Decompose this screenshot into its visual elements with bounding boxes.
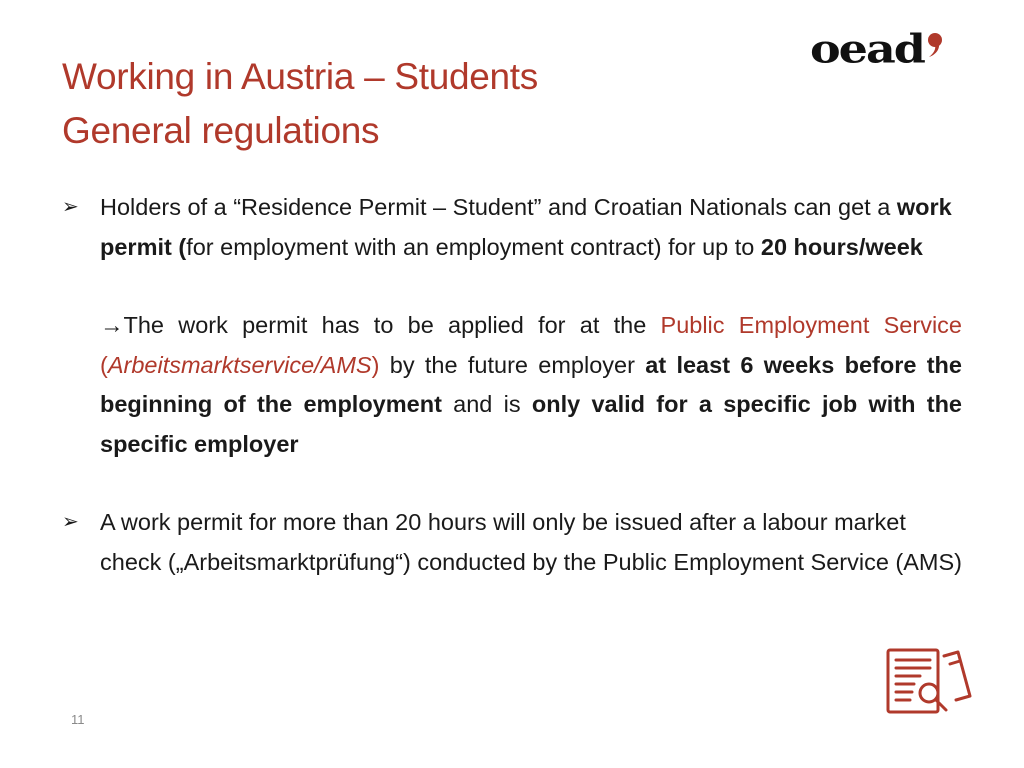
title-line-2: General regulations <box>62 110 380 151</box>
highlight-text: ) <box>371 351 380 378</box>
bullet-arrowhead-icon: ➢ <box>62 196 79 218</box>
note-text: by the future employer <box>379 351 646 378</box>
slide-content <box>62 188 962 582</box>
note-text: and is <box>441 391 532 417</box>
bullet-item <box>62 188 962 267</box>
bullet-text: Holders of a “Residence Permit – Student” and Croatian Nationals can get a <box>100 194 897 220</box>
bullet-bold-text: work permit ( <box>100 194 952 260</box>
page-title <box>62 50 538 158</box>
bullet-text: for employment with an employment contract) for up to <box>186 233 761 260</box>
oead-logo <box>810 25 976 78</box>
logo-apostrophe-icon <box>926 32 944 58</box>
note-bold-text: only valid for a specific job with the specific employer <box>100 391 962 457</box>
bullet-arrowhead-icon: ➢ <box>62 511 79 533</box>
bullet-item <box>62 503 962 582</box>
logo-text: oead <box>810 25 924 73</box>
page-number: 11 <box>71 712 85 727</box>
highlight-text: Public Employment Service ( <box>100 312 962 378</box>
right-arrow-icon: → <box>100 312 124 338</box>
sub-note <box>62 306 962 464</box>
title-line-1: Working in Austria – Students <box>62 56 538 97</box>
bullet-text: A work permit for more than 20 hours will only be issued after a labour market check („Arbeitsmarktprüfung“) conducted by the Public Employment Service (AMS) <box>100 509 962 575</box>
highlight-italic-text: Arbeitsmarktservice/AMS <box>107 351 372 378</box>
note-text: The work permit has to be applied for at the <box>123 312 661 338</box>
document-search-icon <box>886 648 974 716</box>
note-bold-text: at least 6 weeks before the beginning of the employment <box>100 351 962 417</box>
bullet-bold-text: 20 hours/week <box>760 233 923 260</box>
